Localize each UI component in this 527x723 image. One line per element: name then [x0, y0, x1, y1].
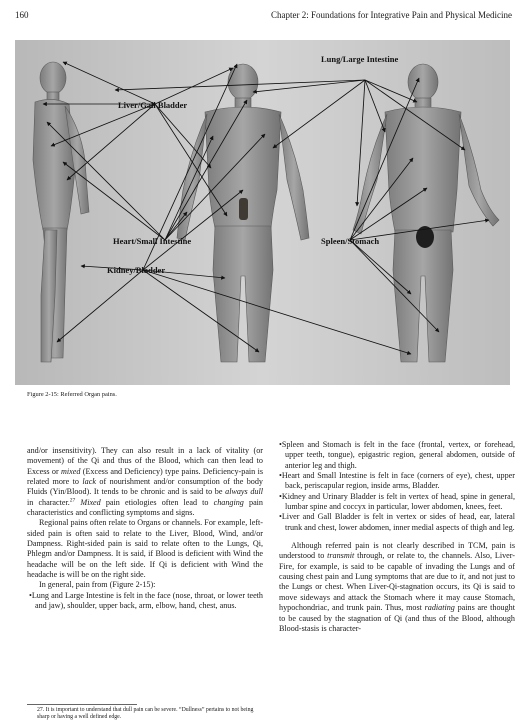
- bullet-lung-large-intestine: •Lung and Large Intestine is felt in the face (nose, throat, or lower teeth and jaw), shoulder, upper back, arm, elbow, hand, chest, anus.: [29, 590, 263, 611]
- chapter-header: Chapter 2: Foundations for Integrative Pain and Physical Medicine: [271, 10, 512, 20]
- label-liver-gall-bladder: Liver/Gall Bladder: [118, 100, 188, 110]
- paragraph-regional-pains: Regional pains often relate to Organs or channels. For example, left-sided pain is often said to relate to the Liver, Blood, Wind, and/or Dampness. Right-sided pain is said to relate often to the Lungs, Qi, Phlegm and/or Dampness. It is said, if Blood is deficient with Wind the headache will be on the left side. If Qi is deficient with Wind the headache is will be on the right side.: [27, 518, 263, 580]
- paragraph-pain-types: and/or insensitivity). They can also result in a lack of vitality (or movement) of the Qi and thus of the Blood, which can then lead to Excess or mixed (Excess and Deficiency) type pains. Deficiency-pain is related more to lack of nourishment and/or consumption of the body Fluids (Yin/Blood). It tends to be chronic and is said to be always dull in character.$^{27}$ Mixed pain etiologies often lead to changing pain characteristics and conflicting symptoms and signs.: [27, 446, 263, 518]
- right-column: [279, 440, 515, 634]
- label-heart-small-intestine: Heart/Small Intestine: [113, 236, 192, 246]
- paragraph-in-general: In general, pain from (Figure 2-15):: [39, 580, 156, 590]
- bullet-heart-small-intestine: •Heart and Small Intestine is felt in face (corners of eye), chest, upper back, periscapular region, inside arms, Bladder.: [279, 471, 515, 491]
- referred-organ-pains-figure: [15, 40, 510, 385]
- page-number: 160: [15, 10, 29, 20]
- footnote: [27, 707, 263, 721]
- footnote-number: 27.: [37, 707, 45, 713]
- figure-caption: Figure 2-15: Referred Organ pains.: [27, 391, 117, 398]
- footnote-text: It is important to understand that dull pain can be severe. “Dullness” pertains to not being sharp or having a well defined edge.: [37, 707, 254, 720]
- bullet-kidney-bladder: •Kidney and Urinary Bladder is felt in vertex of head, spine in general, lumbar spine and coccyx in particular, lower abdomen, knees, feet.: [279, 491, 515, 512]
- label-lung-large-intestine: Lung/Large Intestine: [321, 54, 399, 64]
- bullet-spleen-stomach: •Spleen and Stomach is felt in the face (frontal, vertex, or forehead, upper teeth, tongue), epigastric region, general abdomen, outside of anterior leg and thigh.: [279, 440, 515, 470]
- bullet-liver-gall-bladder: •Liver and Gall Bladder is felt in vertex or sides of head, ear, lateral trunk and chest, lower abdomen, inner medial aspects of thigh and leg.: [279, 512, 515, 532]
- paragraph-referred-pain: Although referred pain is not clearly described in TCM, pain is understood to transmit through, or relate to, the channels. Also, Liver-Fire, for example, is said to be capable of invading the Lungs and of causing chest pain and Lung symptoms that are due to it, and not just to the Lungs or chest. When Liver-Qi-stagnation occurs, its Qi is said to move sideways and attack the Stomach where it may cause Stomach, hypochondriac, and trunk pain. Thus, most radiating pains are thought to be caused by the stagnation of Qi (and thus of the Blood, although Blood-stasis is character-: [279, 541, 515, 633]
- label-kidney-bladder: Kidney/Bladder: [107, 265, 166, 275]
- footnote-ref: 27: [69, 497, 76, 503]
- left-column: [27, 446, 263, 612]
- footnote-divider: [27, 704, 137, 705]
- label-spleen-stomach: Spleen/Stomach: [321, 236, 380, 246]
